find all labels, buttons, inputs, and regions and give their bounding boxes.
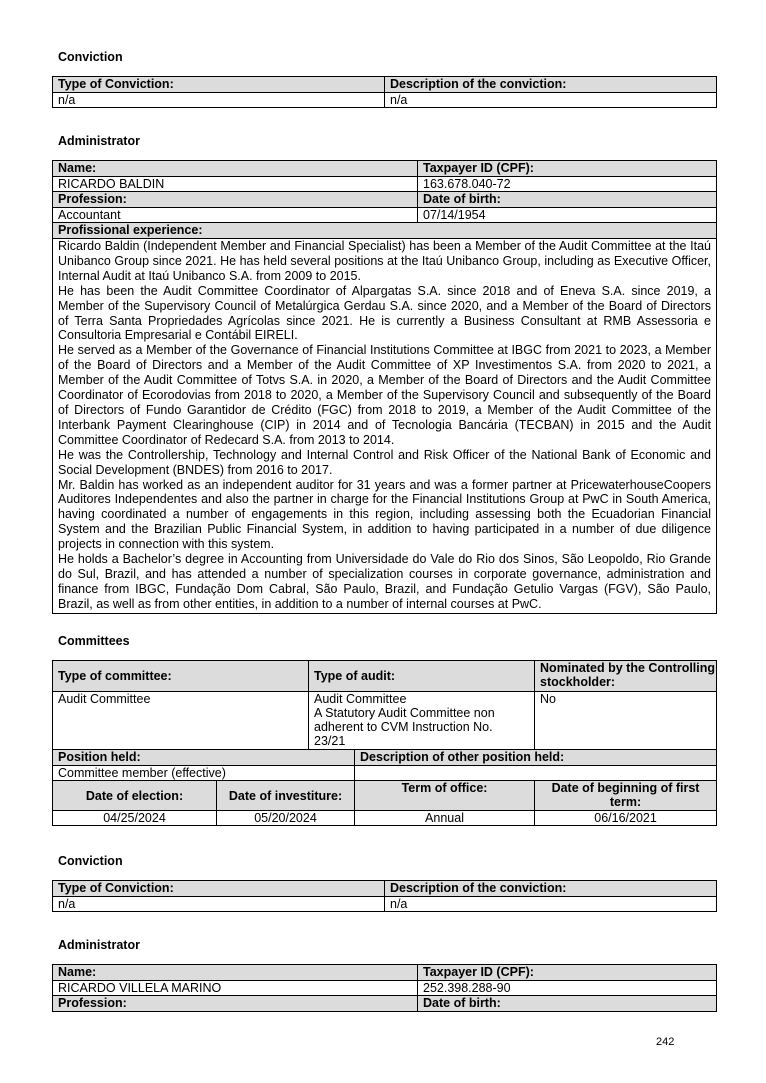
type-of-committee-label: Type of committee:: [53, 661, 309, 692]
name-label: Name:: [53, 965, 418, 981]
first-term-label: Date of beginning of first term:: [535, 781, 717, 811]
committees-table: [52, 660, 717, 826]
other-position-description-value: [355, 766, 717, 781]
cpf-label: Taxpayer ID (CPF):: [418, 965, 717, 981]
experience-text: [53, 239, 717, 614]
term-of-office-label: Term of office:: [355, 781, 535, 811]
position-held-label: Position held:: [53, 750, 355, 766]
administrator-title: Administrator: [58, 134, 140, 148]
conviction-table: [52, 880, 717, 912]
profession-label: Profession:: [53, 192, 418, 208]
term-of-office-value: Annual: [355, 811, 535, 826]
experience-paragraph: He served as a Member of the Governance of Financial Institutions Committee at IBGC from 2021 to 2023, a Member of the Board of Directors and a Member of the Audit Committee of XP Investimentos S.A. from 2020 to 2021, a Member of the Audit Committee of Totvs S.A. in 2020, a Member of the Board of Directors and the Audit Committee Coordinator of Ecorodovias from 2018 to 2020, a Member of the Supervisory Council and subsequently of the Board of Directors of Fundo Garantidor de Crédito (FGC) from 2018 to 2019, a Member of the Audit Committee of the Interbank Payment Clearinghouse (CIP) in 2014 and of Tecnologia Bancária (TECBAN) in 2015 and the Audit Committee Coordinator of Redecard S.A. from 2013 to 2014.: [58, 343, 711, 447]
other-position-description-label: Description of other position held:: [355, 750, 717, 766]
first-term-value: 06/16/2021: [535, 811, 717, 826]
profession-value: Accountant: [53, 208, 418, 223]
conviction-type-header: Type of Conviction:: [53, 77, 385, 93]
date-of-election-label: Date of election:: [53, 781, 217, 811]
name-label: Name:: [53, 161, 418, 177]
conviction-table: [52, 76, 717, 108]
experience-paragraph: Ricardo Baldin (Independent Member and Financial Specialist) has been a Member of the Audit Committee at the Itaú Unibanco Group since 2021. He has held several positions at the Itaú Unibanco Group, including as Executive Officer, Internal Audit at Itaú Unibanco S.A. from 2009 to 2015.: [58, 239, 711, 283]
conviction-type-value: n/a: [53, 897, 385, 912]
date-of-investiture-value: 05/20/2024: [217, 811, 355, 826]
conviction-type-value: n/a: [53, 93, 385, 108]
cpf-value: 252.398.288-90: [418, 981, 717, 996]
profession-label: Profession:: [53, 996, 418, 1012]
date-of-investiture-label: Date of investiture:: [217, 781, 355, 811]
experience-label: Profissional experience:: [53, 223, 717, 239]
experience-paragraph: He has been the Audit Committee Coordinator of Alpargatas S.A. since 2018 and of Eneva S.A. since 2019, a Member of the Supervisory Council of Metalúrgica Gerdau S.A. since 2020, and a Member of the Board of Directors of Terra Santa Propriedades Agrícolas since 2021. He is currently a Business Consultant at RMB Assessoria e Consultoria Empresarial e Contábil EIRELI.: [58, 283, 711, 343]
conviction-description-value: n/a: [385, 93, 717, 108]
experience-paragraph: He holds a Bachelor’s degree in Accounting from Universidade do Vale do Rio dos Sinos, São Leopoldo, Rio Grande do Sul, Brazil, and has attended a number of specialization courses in corporate governance, administration and finance from IBGC, Fundação Dom Cabral, São Paulo, Brazil, and Fundação Getulio Vargas (FGV), São Paulo, Brazil, as well as from other entities, in addition to a number of internal courses at PwC.: [58, 552, 711, 611]
conviction-description-value: n/a: [385, 897, 717, 912]
conviction-type-header: Type of Conviction:: [53, 881, 385, 897]
date-of-birth-label: Date of birth:: [418, 192, 717, 208]
experience-paragraph: He was the Controllership, Technology and Internal Control and Risk Officer of the National Bank of Economic and Social Development (BNDES) from 2016 to 2017.: [58, 447, 711, 477]
name-value: RICARDO VILLELA MARINO: [53, 981, 418, 996]
nominated-label: Nominated by the Controlling stockholder:: [535, 661, 717, 692]
conviction-title: Conviction: [58, 854, 123, 868]
type-of-audit-label: Type of audit:: [309, 661, 535, 692]
cpf-value: 163.678.040-72: [418, 177, 717, 192]
experience-paragraph: Mr. Baldin has worked as an independent auditor for 31 years and was a former partner at PricewaterhouseCoopers Auditores Independentes and also the partner in charge for the Financial Institutions Group at PwC in South America, having coordinated a number of engagements in this region, including assessing both the Ecuadorian Financial System and the Brazilian Public Financial System, in addition to having participated in a number of due diligence projects in connection with this system.: [58, 477, 711, 552]
type-of-audit-value: Audit Committee A Statutory Audit Committee non adherent to CVM Instruction No. 23/21: [309, 692, 535, 750]
type-of-committee-value: Audit Committee: [53, 692, 309, 750]
administrator-table: [52, 964, 717, 1012]
date-of-birth-label: Date of birth:: [418, 996, 717, 1012]
administrator-title: Administrator: [58, 938, 140, 952]
conviction-description-header: Description of the conviction:: [385, 881, 717, 897]
position-held-value: Committee member (effective): [53, 766, 355, 781]
conviction-title: Conviction: [58, 50, 123, 64]
date-of-election-value: 04/25/2024: [53, 811, 217, 826]
nominated-value: No: [535, 692, 717, 750]
date-of-birth-value: 07/14/1954: [418, 208, 717, 223]
page-number: 242: [656, 1036, 675, 1048]
name-value: RICARDO BALDIN: [53, 177, 418, 192]
cpf-label: Taxpayer ID (CPF):: [418, 161, 717, 177]
conviction-description-header: Description of the conviction:: [385, 77, 717, 93]
administrator-table: [52, 160, 717, 614]
committees-title: Committees: [58, 634, 130, 648]
